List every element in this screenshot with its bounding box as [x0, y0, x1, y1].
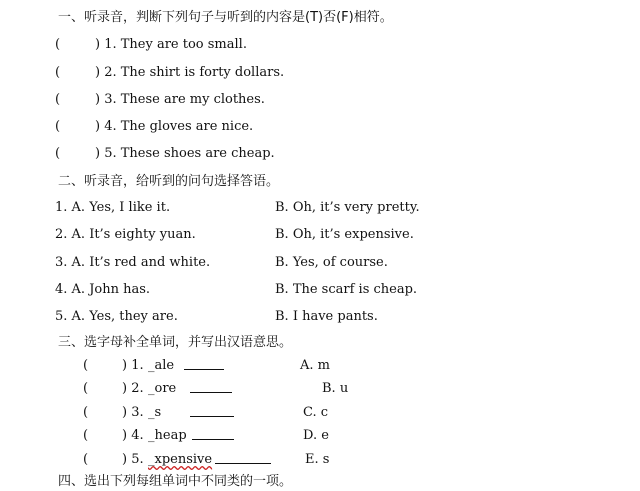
choice-b[interactable]: B. I have pants. [275, 309, 378, 324]
letter-option: A. m [300, 358, 330, 373]
letter-option: B. u [322, 381, 349, 396]
section1-item [55, 118, 254, 136]
misspelling-underline: _xpensive [148, 452, 213, 467]
answer-paren[interactable]: ( [55, 146, 61, 161]
section3-heading: 三、选字母补全单词，并写出汉语意思。 [58, 335, 293, 350]
answer-paren[interactable]: ( [55, 37, 61, 52]
section4-heading: 四、选出下列每组单词中不同类的一项。 [58, 474, 293, 489]
statement-text: ) 1. They are too small. [95, 37, 247, 52]
choice-b[interactable]: B. Yes, of course. [275, 255, 388, 270]
word-fragment [148, 451, 212, 469]
word-fragment: _ore [148, 381, 177, 396]
word-fragment: _s [148, 405, 162, 420]
choice-a[interactable]: 2. A. It’s eighty yuan. [55, 227, 196, 242]
word-fragment: _ale [148, 358, 175, 373]
section1-item [55, 64, 285, 82]
section1-item [55, 145, 275, 163]
meaning-blank[interactable] [215, 451, 271, 470]
meaning-blank[interactable] [190, 404, 234, 423]
answer-paren[interactable]: ( [83, 428, 89, 443]
meaning-blank[interactable] [192, 427, 234, 446]
item-number: ) 5. [122, 452, 144, 467]
answer-paren[interactable]: ( [55, 65, 61, 80]
section1-heading: 一、听录音，判断下列句子与听到的内容是(T)否(F)相符。 [58, 10, 393, 25]
statement-text: ) 3. These are my clothes. [95, 92, 265, 107]
meaning-blank[interactable] [184, 357, 224, 376]
section1-item [55, 91, 265, 109]
letter-option: E. s [305, 452, 330, 467]
choice-b[interactable]: B. Oh, it’s expensive. [275, 227, 414, 242]
item-number: ) 1. [122, 358, 144, 373]
choice-a[interactable]: 4. A. John has. [55, 282, 151, 297]
answer-paren[interactable]: ( [83, 381, 89, 396]
section1-item [55, 36, 247, 54]
choice-a[interactable]: 5. A. Yes, they are. [55, 309, 178, 324]
choice-a[interactable]: 3. A. It’s red and white. [55, 255, 211, 270]
choice-b[interactable]: B. The scarf is cheap. [275, 282, 418, 297]
choice-b[interactable]: B. Oh, it’s very pretty. [275, 200, 420, 215]
word-fragment: _heap [148, 428, 187, 443]
section2-heading: 二、听录音，给听到的问句选择答语。 [58, 174, 280, 189]
answer-paren[interactable]: ( [83, 452, 89, 467]
statement-text: ) 2. The shirt is forty dollars. [95, 65, 285, 80]
letter-option: C. c [303, 405, 329, 420]
statement-text: ) 5. These shoes are cheap. [95, 146, 275, 161]
answer-paren[interactable]: ( [83, 358, 89, 373]
meaning-blank[interactable] [190, 380, 232, 399]
item-number: ) 3. [122, 405, 144, 420]
answer-paren[interactable]: ( [55, 92, 61, 107]
letter-option: D. e [303, 428, 329, 443]
answer-paren[interactable]: ( [55, 119, 61, 134]
choice-a[interactable]: 1. A. Yes, I like it. [55, 200, 171, 215]
statement-text: ) 4. The gloves are nice. [95, 119, 254, 134]
item-number: ) 4. [122, 428, 144, 443]
section4-heading-clip [58, 474, 293, 489]
answer-paren[interactable]: ( [83, 405, 89, 420]
item-number: ) 2. [122, 381, 144, 396]
